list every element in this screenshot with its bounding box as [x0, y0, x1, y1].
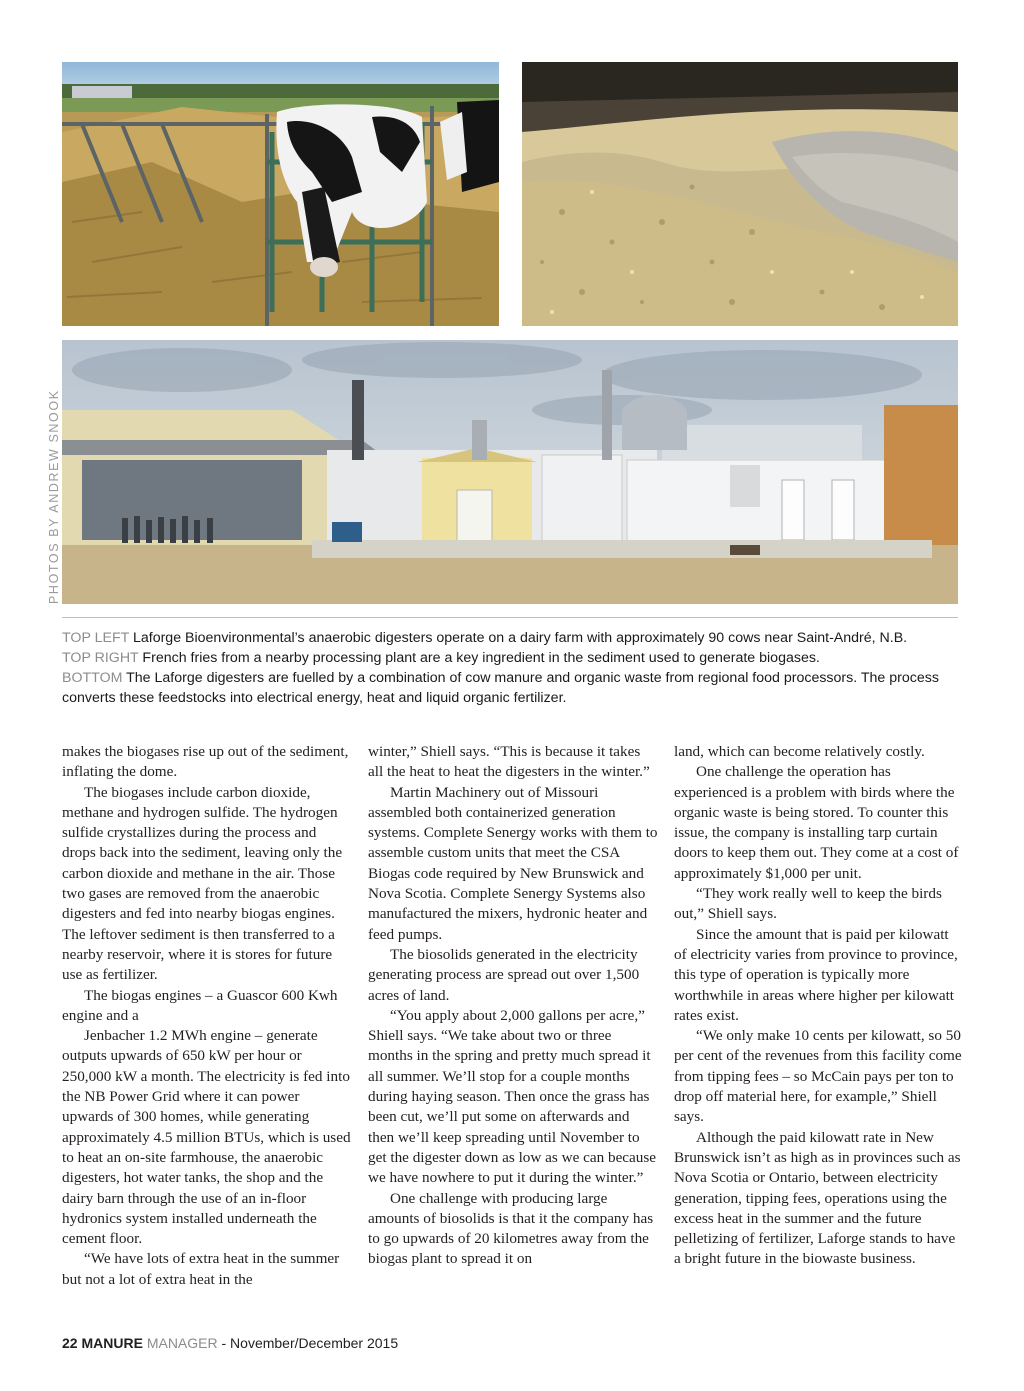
caption-top-left — [62, 628, 962, 648]
caption-bottom — [62, 668, 962, 708]
caption-label-top-left: TOP LEFT — [62, 630, 130, 646]
article-column-3 — [674, 742, 964, 1270]
paragraph: “You apply about 2,000 gallons per acre,” Shiell says. “We take about two or three months in the spring and pretty much spread it all summer. We’ll stop for a couple months during haying season. Then once the grass has been cut, we’ll put some on afterwards and then we’ll keep spreading until November to get the digester down as low as we can because we have nowhere to put it during the winter.” — [368, 1006, 657, 1187]
caption-text-top-left: Laforge Bioenvironmental’s anaerobic digesters operate on a dairy farm with approximately 90 cows near Saint-André, N.B. — [129, 630, 908, 646]
photo-top-left — [62, 62, 499, 326]
caption-top-right — [62, 648, 962, 668]
issue-date: - November/December 2015 — [217, 1335, 399, 1351]
paragraph: Martin Machinery out of Missouri assembled both containerized generation systems. Complete Senergy works with them to assemble custom units that meet the CSA Biogas code required by New Brunswick and Nova Scotia. Complete Senergy Systems also manufactured the mixers, hydronic heater and feed pumps. — [368, 783, 658, 943]
paragraph: “We only make 10 cents per kilowatt, so 50 per cent of the revenues from this facility come from tipping fees – so McCain pays per ton to drop off material here, for example,” Shiell says. — [674, 1027, 962, 1126]
page-footer — [62, 1335, 398, 1351]
paragraph: “We have lots of extra heat in the summer but not a lot of extra heat in the — [62, 1250, 340, 1288]
paragraph: The biogases include carbon dioxide, methane and hydrogen sulfide. The hydrogen sulfide crystallizes during the process and drops back into the sediment, leaving only the carbon dioxide and methane in the air. Those two gases are removed from the anaerobic digesters and fed into nearby biogas engines. The leftover sediment is then transferred to a nearby reservoir, where it is stores for future use as fertilizer. — [62, 783, 343, 984]
magazine-name-bold: MANURE — [81, 1335, 143, 1351]
page-number: 22 — [62, 1335, 78, 1351]
caption-divider — [62, 617, 958, 618]
paragraph: Although the paid kilowatt rate in New Brunswick isn’t as high as in provinces such as Nova Scotia or Ontario, between electricity generation, tipping fees, operations using the excess heat in the summer and the future pelletizing of fertilizer, Laforge stands to have a bright future in the biowaste business. — [674, 1128, 961, 1268]
paragraph: Jenbacher 1.2 MWh engine – generate outputs upwards of 650 kW per hour or 250,000 kW a month. The electricity is fed into the NB Power Grid where it can power upwards of 300 homes, while generating approximately 4.5 million BTUs, which is used to heat an on-site farmhouse, the anaerobic digesters, hot water tanks, the shop and the dairy barn through the use of an in-floor hydronics system installed underneath the cement floor. — [62, 1027, 351, 1248]
photo-caption — [62, 628, 962, 708]
caption-text-top-right: French fries from a nearby processing plant are a key ingredient in the sediment used to generate biogases. — [138, 650, 820, 666]
caption-label-top-right: TOP RIGHT — [62, 650, 139, 666]
photo-top-right — [522, 62, 958, 326]
paragraph: The biosolids generated in the electricity generating process are spread out over 1,500 acres of land. — [368, 945, 640, 1004]
paragraph: makes the biogases rise up out of the sediment, inflating the dome. — [62, 743, 349, 781]
article-column-1 — [62, 742, 352, 1290]
caption-label-bottom: BOTTOM — [62, 670, 123, 686]
paragraph: One challenge the operation has experienced is a problem with birds where the organic waste is being stored. To counter this issue, the company is installing tarp curtain doors to keep them out. They come at a cost of approximately $1,000 per unit. — [674, 763, 959, 882]
photo-credit: PHOTOS BY ANDREW SNOOK — [47, 389, 61, 604]
paragraph: One challenge with producing large amounts of biosolids is that it the company has to go upwards of 20 kilometres away from the biogas plant to spread it on — [368, 1189, 654, 1268]
photo-bottom — [62, 340, 958, 604]
paragraph: Since the amount that is paid per kilowatt of electricity varies from province to province, this type of operation is typically more worthwhile in areas where higher per kilowatt rates exist. — [674, 925, 958, 1024]
magazine-name-light: MANAGER — [146, 1335, 218, 1351]
article-column-2 — [368, 742, 658, 1270]
paragraph: winter,” Shiell says. “This is because it takes all the heat to heat the digesters in the winter.” — [368, 743, 650, 781]
paragraph: land, which can become relatively costly. — [674, 743, 925, 760]
caption-text-bottom: The Laforge digesters are fuelled by a combination of cow manure and organic waste from regional food processors. The process converts these feedstocks into electrical energy, heat and liquid organic fertilizer. — [62, 670, 939, 706]
paragraph: The biogas engines – a Guascor 600 Kwh engine and a — [62, 986, 338, 1024]
paragraph: “They work really well to keep the birds out,” Shiell says. — [674, 885, 942, 923]
